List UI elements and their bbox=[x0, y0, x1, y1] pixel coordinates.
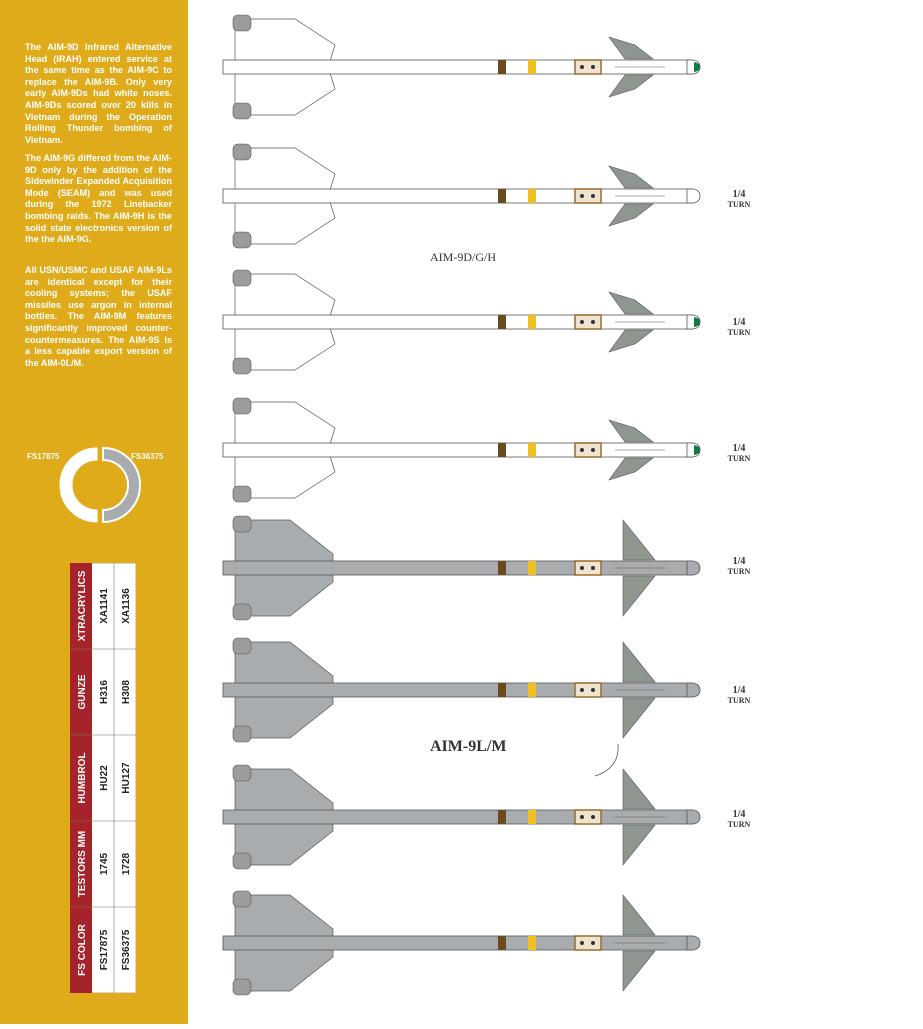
cell-1745: 1745 bbox=[99, 852, 110, 876]
rolleron bbox=[233, 979, 251, 995]
rolleron bbox=[233, 144, 251, 160]
nose-cone bbox=[687, 683, 700, 697]
rolleron bbox=[233, 638, 251, 654]
missile-3 bbox=[223, 270, 700, 374]
turn-label: 1/4 TURN bbox=[727, 809, 751, 829]
guidance-section bbox=[575, 189, 601, 203]
warhead-band bbox=[498, 443, 506, 457]
turn-label: 1/4 TURN bbox=[727, 189, 751, 209]
header-testors: TESTORS MM bbox=[77, 830, 88, 898]
rolleron bbox=[233, 891, 251, 907]
warhead-band bbox=[498, 60, 506, 74]
rolleron bbox=[233, 516, 251, 532]
warhead-band bbox=[498, 810, 506, 824]
guidance-section bbox=[575, 561, 601, 575]
aim9g-description: The AIM-9G differed from the AIM-9D only by the addition of the Sidewinder Expanded Acquisition Mode (SEAM) and was used during the 1972 Linebacker bombing raids. The AIM-9H is the solid state electronics version of the the AIM-9G. bbox=[25, 153, 172, 245]
cell-h316: H316 bbox=[99, 680, 110, 704]
missile-8 bbox=[223, 891, 700, 995]
rolleron bbox=[233, 486, 251, 502]
swatch-fs17875 bbox=[60, 448, 97, 522]
rolleron bbox=[233, 15, 251, 31]
rolleron bbox=[233, 765, 251, 781]
caption-aim9lm: AIM-9L/M bbox=[430, 738, 507, 755]
nose-cone bbox=[687, 810, 700, 824]
caption-aim9dgh: AIM-9D/G/H bbox=[430, 250, 496, 264]
rolleron bbox=[233, 358, 251, 374]
cell-hu22: HU22 bbox=[99, 765, 110, 791]
missile-2 bbox=[223, 144, 700, 248]
header-xtracrylics: XTRACRYLICS bbox=[77, 570, 88, 642]
turn-label: 1/4 TURN bbox=[727, 685, 751, 705]
explosive-band bbox=[528, 683, 536, 697]
canard-top bbox=[609, 292, 653, 314]
explosive-band bbox=[528, 315, 536, 329]
missile-6 bbox=[223, 638, 700, 742]
missile-5 bbox=[223, 516, 700, 620]
canard-bottom bbox=[609, 458, 653, 480]
cell-fs17875: FS17875 bbox=[99, 929, 110, 971]
canard-top bbox=[623, 642, 655, 682]
canard-top bbox=[609, 37, 653, 59]
missile-4 bbox=[223, 398, 700, 502]
explosive-band bbox=[528, 561, 536, 575]
rolleron bbox=[233, 103, 251, 119]
canard-bottom bbox=[623, 698, 655, 738]
cell-xa1136: XA1136 bbox=[121, 588, 132, 624]
warhead-band bbox=[498, 315, 506, 329]
aim9d-description: The AIM-9D Infrared Alternative Head (IRAH) entered service at the same time as the AIM-9C to replace the AIM-9B. Only very early AIM-9Ds had white noses. AIM-9Ds scored over 20 kills in Vietnam during the Operation Rolling Thunder bombing of Vietnam. bbox=[25, 42, 172, 145]
cell-1728: 1728 bbox=[121, 852, 132, 876]
canard-top bbox=[623, 769, 655, 809]
guidance-section bbox=[575, 60, 601, 74]
header-humbrol: HUMBROL bbox=[77, 752, 88, 804]
nose-cone bbox=[687, 189, 700, 203]
missile-1 bbox=[223, 15, 700, 119]
guidance-section bbox=[575, 936, 601, 950]
paint-reference-table bbox=[70, 563, 136, 993]
warhead-band bbox=[498, 936, 506, 950]
explosive-band bbox=[528, 810, 536, 824]
turn-label: 1/4 TURN bbox=[727, 556, 751, 576]
explosive-band bbox=[528, 443, 536, 457]
guidance-section bbox=[575, 315, 601, 329]
cell-xa1141: XA1141 bbox=[99, 588, 110, 624]
rolleron bbox=[233, 726, 251, 742]
nose-cone bbox=[687, 936, 700, 950]
cell-h308: H308 bbox=[121, 680, 132, 704]
explosive-band bbox=[528, 189, 536, 203]
guidance-section bbox=[575, 443, 601, 457]
explosive-band bbox=[528, 936, 536, 950]
canard-bottom bbox=[609, 75, 653, 97]
canard-top bbox=[623, 895, 655, 935]
nose-cone bbox=[687, 561, 700, 575]
cell-fs36375: FS36375 bbox=[121, 929, 132, 971]
cell-hu127: HU127 bbox=[121, 762, 132, 794]
canard-bottom bbox=[609, 330, 653, 352]
header-gunze: GUNZE bbox=[77, 674, 88, 710]
rotation-arrow bbox=[595, 744, 618, 776]
header-fs-color: FS COLOR bbox=[77, 924, 88, 976]
color-swatches bbox=[25, 440, 175, 530]
guidance-section bbox=[575, 810, 601, 824]
canard-bottom bbox=[609, 204, 653, 226]
swatch-left-label: FS17875 bbox=[27, 452, 60, 461]
missile-7 bbox=[223, 765, 700, 869]
canard-bottom bbox=[623, 951, 655, 991]
aim9l-description: All USN/USMC and USAF AIM-9Ls are identical except for their cooling systems; the USAF missiles use argon in internal bottles. The AIM-9M features significantly improved counter-countermeasures. The AIM-9S is a less capable export version of the AIM-0L/M. bbox=[25, 265, 172, 368]
missile-drawings bbox=[195, 0, 923, 1024]
info-sidebar bbox=[0, 0, 188, 1024]
swatch-right-label: FS36375 bbox=[131, 452, 164, 461]
rolleron bbox=[233, 270, 251, 286]
missile-profiles bbox=[195, 0, 923, 1024]
warhead-band bbox=[498, 561, 506, 575]
rolleron bbox=[233, 398, 251, 414]
turn-label: 1/4 TURN bbox=[727, 317, 751, 337]
rolleron bbox=[233, 604, 251, 620]
canard-top bbox=[623, 520, 655, 560]
rolleron bbox=[233, 853, 251, 869]
guidance-section bbox=[575, 683, 601, 697]
warhead-band bbox=[498, 189, 506, 203]
warhead-band bbox=[498, 683, 506, 697]
rolleron bbox=[233, 232, 251, 248]
canard-top bbox=[609, 166, 653, 188]
turn-label: 1/4 TURN bbox=[727, 443, 751, 463]
explosive-band bbox=[528, 60, 536, 74]
canard-bottom bbox=[623, 576, 655, 616]
canard-top bbox=[609, 420, 653, 442]
canard-bottom bbox=[623, 825, 655, 865]
